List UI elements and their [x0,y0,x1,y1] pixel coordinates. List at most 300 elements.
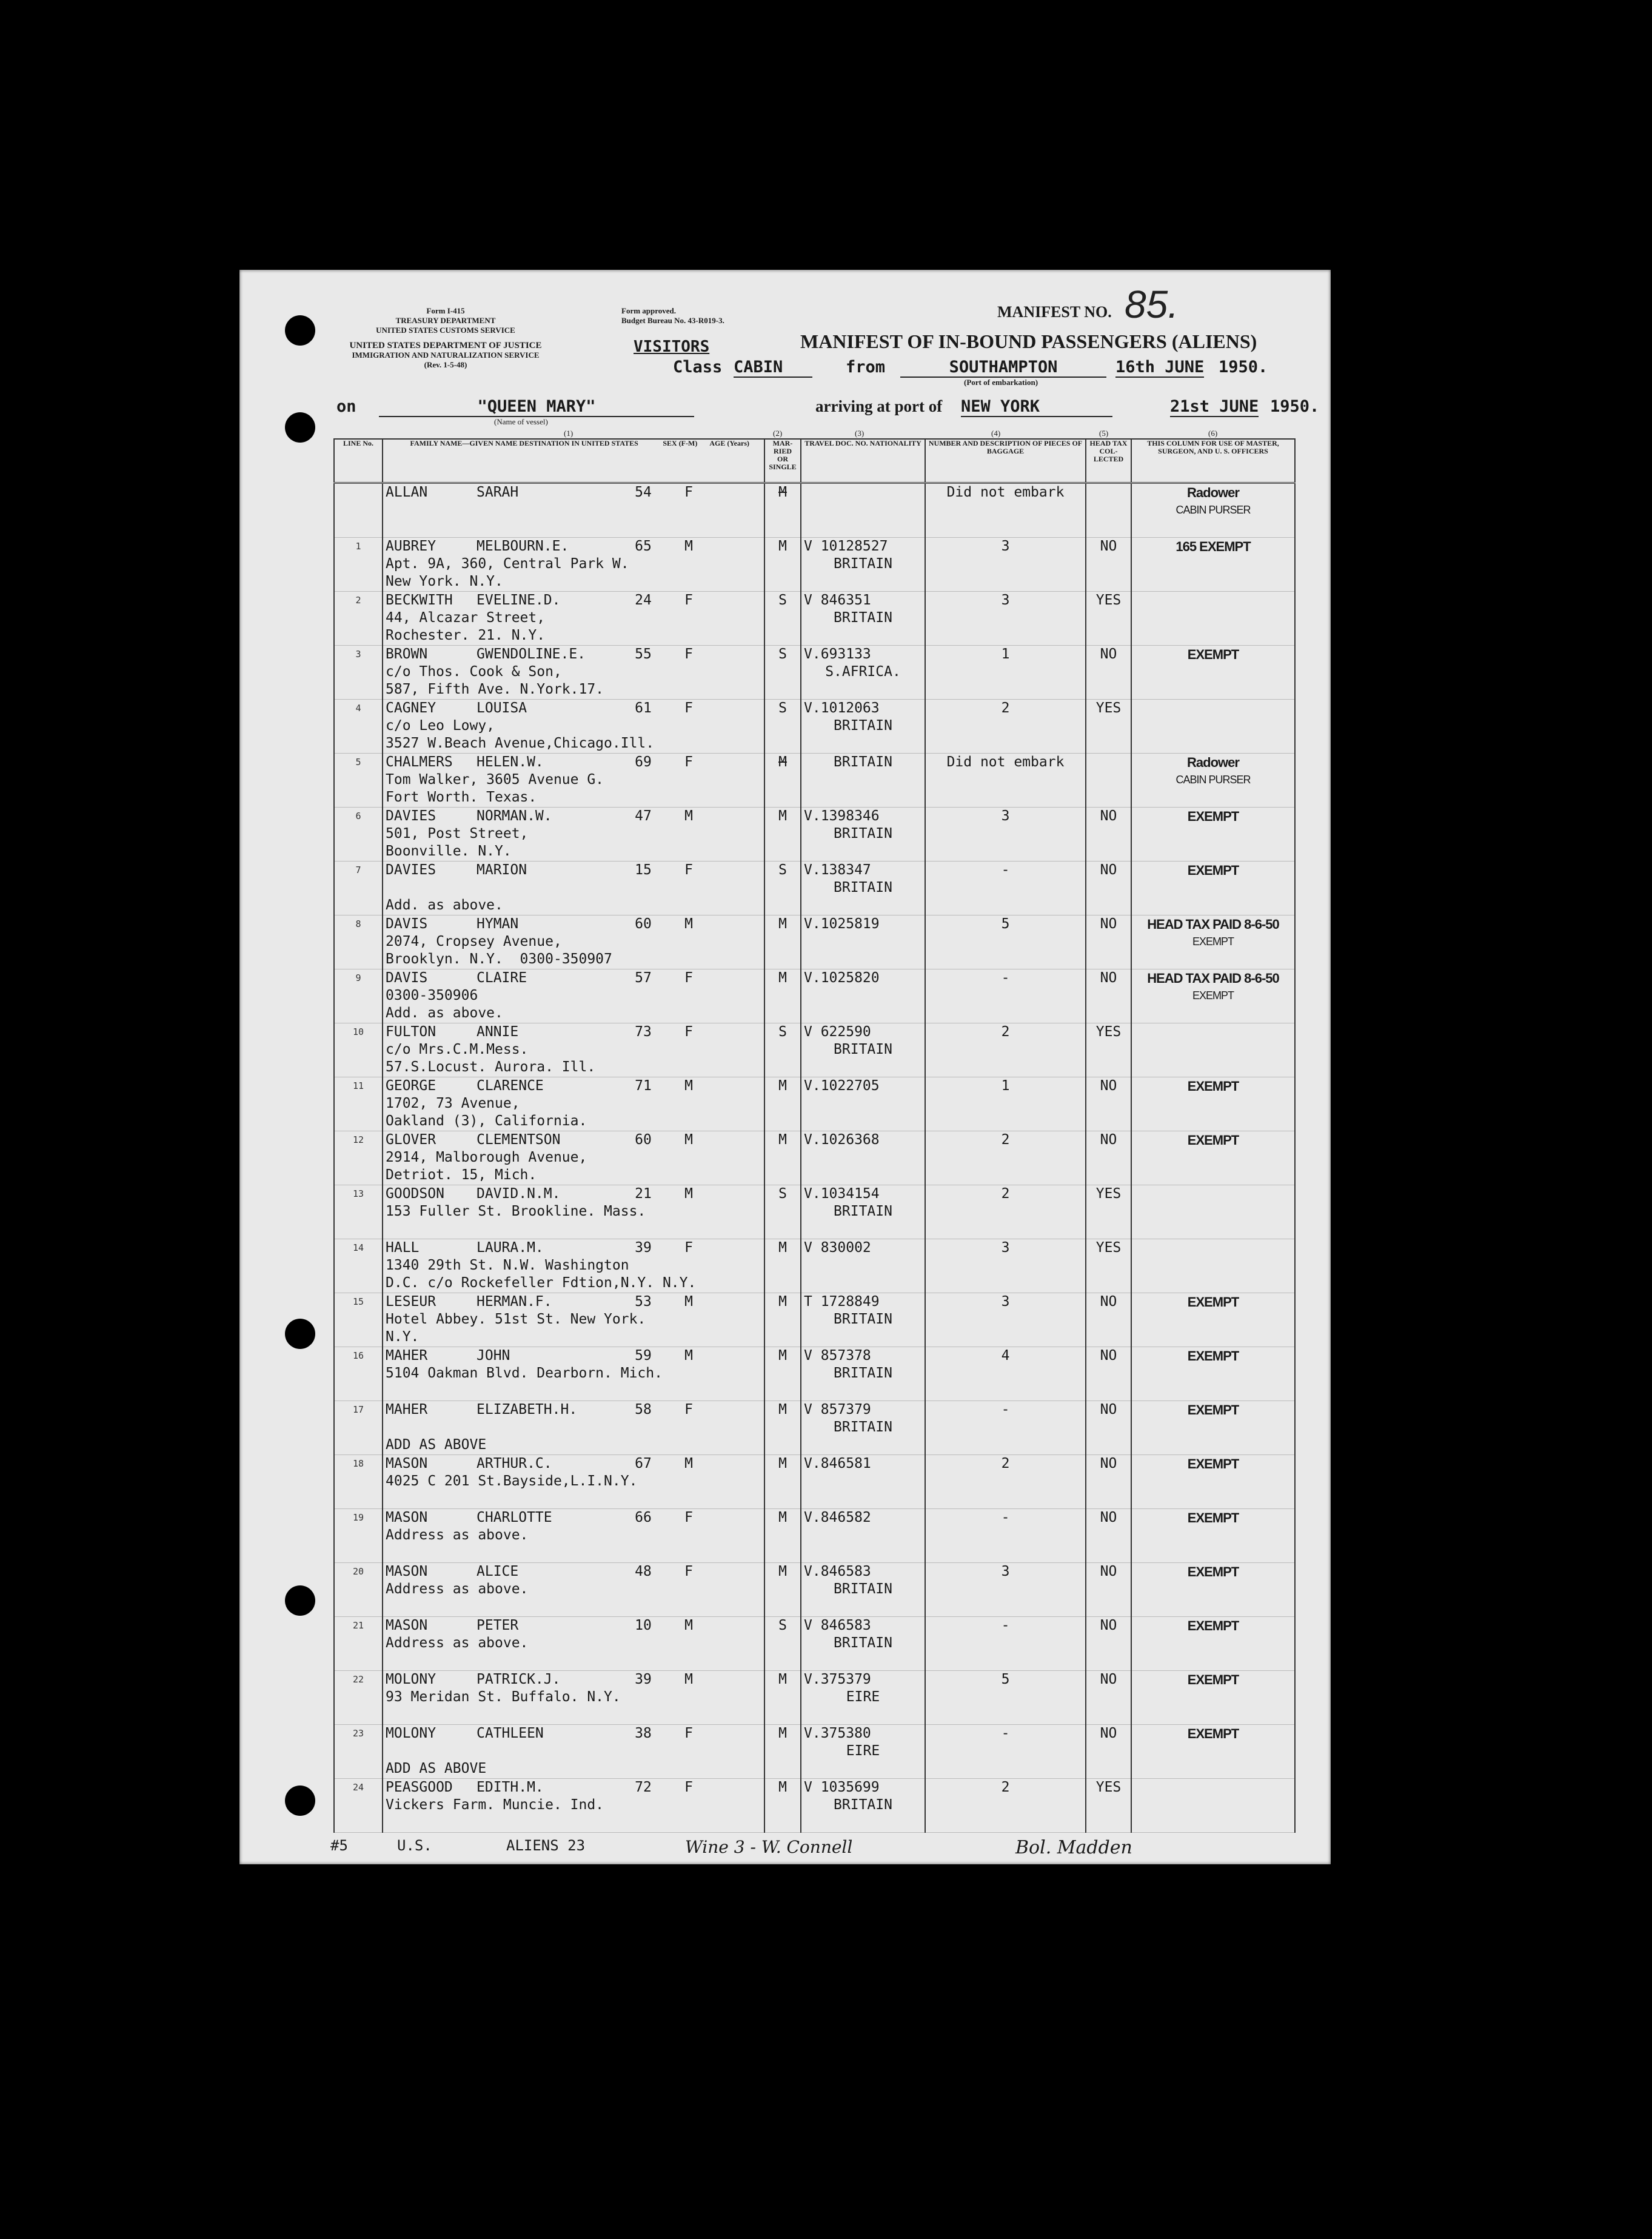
destination-address: 1340 29th St. N.W. Washington D.C. c/o Rockefeller Fdtion,N.Y. N.Y. [386,1257,697,1291]
cell-travel-doc [801,1563,925,1617]
cell-officers [1131,700,1295,754]
column-number: (5) [1099,429,1109,438]
cell-officers [1131,808,1295,862]
nationality: BRITAIN [834,1797,892,1813]
given-name: LOUISA [477,700,527,716]
line-number: 14 [352,1242,364,1253]
cell-travel-doc [801,1293,925,1347]
cell-line [334,862,383,915]
head-tax-status: NO [1100,1402,1117,1417]
officer-stamp: EXEMPT [1187,1672,1239,1687]
marital-status: M [778,1294,787,1310]
cell-head-tax [1086,1239,1131,1293]
manifest-sheet [239,270,1331,1864]
head-tax-status: YES [1095,1240,1122,1256]
sex: F [684,1240,693,1256]
travel-doc-number: V.1022705 [804,1078,880,1094]
table-row [334,538,1295,592]
cell-name [383,1509,764,1563]
marital-status: M [778,1456,787,1471]
table-row [334,1509,1295,1563]
cell-head-tax [1086,808,1131,862]
punch-hole [285,1786,315,1816]
age: 60 [635,916,652,932]
given-name: ELIZABETH.H. [477,1402,578,1417]
family-name: MOLONY [386,1672,436,1687]
arrival-port: NEW YORK [961,397,1112,417]
marital-status: M [778,1779,787,1795]
cell-travel-doc [801,1401,925,1455]
line-number: 10 [352,1026,364,1037]
cell-baggage [925,1401,1086,1455]
cell-travel-doc [801,700,925,754]
officer-stamp: EXEMPT [1187,1726,1239,1741]
sex: M [684,1348,693,1364]
given-name: EDITH.M. [477,1779,544,1795]
class-value: CABIN [734,358,812,378]
cell-baggage [925,538,1086,592]
cell-married [764,592,801,646]
marital-status: M [778,916,787,932]
sex: M [684,1672,693,1687]
family-name: MAHER [386,1348,428,1364]
cell-name [383,1401,764,1455]
family-name: CAGNEY [386,700,436,716]
cell-travel-doc [801,969,925,1023]
nationality: BRITAIN [834,826,892,842]
destination-address: 1702, 73 Avenue, Oakland (3), California. [386,1096,587,1129]
col-header-married: MAR-RIED OR SINGLE [764,439,801,483]
cell-name [383,1725,764,1779]
family-name: GLOVER [386,1132,436,1148]
officer-stamp: HEAD TAX PAID 8-6-50 [1147,917,1279,932]
travel-doc-number: V.846582 [804,1510,871,1525]
cell-officers [1131,915,1295,969]
family-name: MASON [386,1456,428,1471]
head-tax-status: YES [1095,700,1122,716]
travel-doc-number: V.375380 [804,1725,871,1741]
cell-officers [1131,1185,1295,1239]
family-name: MASON [386,1618,428,1633]
travel-doc-number: V.1398346 [804,808,880,824]
cell-officers [1131,1131,1295,1185]
cell-line [334,1563,383,1617]
baggage-count: 5 [1001,916,1010,932]
cell-married [764,1239,801,1293]
cell-travel-doc [801,915,925,969]
cell-baggage [925,1239,1086,1293]
travel-doc-number: V.1026368 [804,1132,880,1148]
destination-address: c/o Leo Lowy, 3527 W.Beach Avenue,Chicago.Ill. [386,718,655,751]
punch-hole [285,412,315,443]
cell-married [764,808,801,862]
marital-status: S [778,1024,787,1040]
baggage-count: 2 [1001,1024,1010,1040]
officer-stamp: 165 EXEMPT [1175,539,1251,554]
line-number: 8 [355,919,361,929]
age: 71 [635,1078,652,1094]
cell-baggage [925,1185,1086,1239]
baggage-count: 2 [1001,700,1010,716]
cell-baggage [925,1563,1086,1617]
destination-address: Address as above. [386,1527,529,1543]
destination-address: 2074, Cropsey Avenue, Brooklyn. N.Y. 0300-350907 [386,934,612,967]
cell-married [764,1455,801,1509]
destination-address: c/o Thos. Cook & Son, 587, Fifth Ave. N.York.17. [386,664,604,697]
nationality: BRITAIN [834,718,892,734]
marital-status: S [778,592,787,608]
head-tax-status: NO [1100,1348,1117,1364]
arrival-date: 21st JUNE [1170,397,1259,416]
vessel-sublabel: (Name of vessel) [494,417,548,426]
cell-line [334,538,383,592]
sex: F [684,970,693,986]
line-number: 6 [355,811,361,822]
travel-doc-number: V 1035699 [804,1779,880,1795]
cell-married [764,1617,801,1671]
destination-address: Apt. 9A, 360, Central Park W. New York. N.Y. [386,556,629,589]
cell-baggage [925,1293,1086,1347]
line-number: 5 [355,757,361,768]
marital-status: M [778,970,787,986]
cell-line [334,1401,383,1455]
nationality: BRITAIN [834,556,892,572]
head-tax-status: NO [1100,646,1117,662]
cell-name [383,1293,764,1347]
destination-address: 4025 C 201 St.Bayside,L.I.N.Y. [386,1473,638,1489]
marital-status: M [778,1510,787,1525]
line-number: 4 [355,703,361,714]
line-number: 3 [355,649,361,660]
officer-stamp-secondary: CABIN PURSER [1175,504,1251,516]
cell-officers [1131,483,1295,538]
cell-line [334,1725,383,1779]
cell-married [764,483,801,538]
age: 48 [635,1564,652,1579]
officer-stamp: EXEMPT [1187,863,1239,878]
cell-baggage [925,1455,1086,1509]
cell-line [334,646,383,700]
cell-officers [1131,1023,1295,1077]
cell-travel-doc [801,1617,925,1671]
cell-name [383,808,764,862]
cell-officers [1131,1347,1295,1401]
approved-label: Form approved. [621,306,677,315]
arrival-year: 1950. [1270,397,1320,416]
destination-address: 93 Meridan St. Buffalo. N.Y. [386,1689,621,1705]
cell-name [383,646,764,700]
page-title: MANIFEST OF IN-BOUND PASSENGERS (ALIENS) [800,330,1257,352]
line-number: 1 [355,541,361,552]
cell-officers [1131,1779,1295,1833]
table-row [334,1077,1295,1131]
destination-address: 44, Alcazar Street, Rochester. 21. N.Y. [386,610,546,643]
cell-officers [1131,754,1295,808]
cell-line [334,483,383,538]
baggage-count: - [1001,1402,1010,1417]
cell-married [764,915,801,969]
cell-travel-doc [801,1347,925,1401]
footer-us-label: U.S. [397,1837,432,1854]
cell-travel-doc [801,1239,925,1293]
baggage-count: 1 [1001,1078,1010,1094]
cell-name [383,1077,764,1131]
head-tax-status: YES [1095,1186,1122,1202]
cell-baggage [925,969,1086,1023]
column-number: (4) [991,429,1001,438]
cell-name [383,754,764,808]
baggage-count: 2 [1001,1186,1010,1202]
baggage-count: - [1001,1618,1010,1633]
age: 67 [635,1456,652,1471]
line-number: 11 [352,1080,364,1091]
baggage-count: 2 [1001,1456,1010,1471]
punch-hole [285,1585,315,1616]
line-number: 21 [352,1620,364,1631]
given-name: MARION [477,862,527,878]
form-id-block [330,306,561,335]
cell-head-tax [1086,1725,1131,1779]
cell-name [383,862,764,915]
table-row [334,915,1295,969]
destination-address: 0300-350906 Add. as above. [386,988,503,1021]
travel-doc-number: V.138347 [804,862,871,878]
cell-head-tax [1086,646,1131,700]
sex: F [684,700,693,716]
cell-baggage [925,754,1086,808]
cell-line [334,1185,383,1239]
cell-married [764,1779,801,1833]
baggage-count: - [1001,1510,1010,1525]
form-number: Form I-415 [426,306,465,315]
age: 15 [635,862,652,878]
cell-line [334,915,383,969]
line-number: 2 [355,595,361,606]
cell-line [334,1131,383,1185]
baggage-count: 1 [1001,646,1010,662]
officer-stamp: EXEMPT [1187,1510,1239,1525]
cell-head-tax [1086,700,1131,754]
cell-married [764,754,801,808]
nationality: EIRE [846,1689,880,1705]
sex: M [684,1132,693,1148]
col-header-line: LINE No. [334,439,383,483]
family-name: DAVIES [386,808,436,824]
given-name: ALICE [477,1564,519,1579]
table-row [334,1293,1295,1347]
head-tax-status: NO [1100,1618,1117,1633]
officer-stamp: EXEMPT [1187,1564,1239,1579]
officer-stamp: HEAD TAX PAID 8-6-50 [1147,971,1279,986]
head-tax-status: NO [1100,1132,1117,1148]
head-tax-status: NO [1100,1456,1117,1471]
age: 57 [635,970,652,986]
officer-stamp: EXEMPT [1187,1294,1239,1310]
cell-officers [1131,538,1295,592]
given-name: PATRICK.J. [477,1672,561,1687]
column-number: (3) [855,429,864,438]
cell-name [383,1671,764,1725]
from-port: SOUTHAMPTON [900,358,1106,378]
baggage-count: 3 [1001,1294,1010,1310]
cell-baggage [925,592,1086,646]
marital-status: M [778,1725,787,1741]
cell-name [383,1239,764,1293]
baggage-count: 3 [1001,808,1010,824]
marital-status: M [778,1240,787,1256]
officer-stamp: Radower [1187,485,1239,500]
cell-line [334,1239,383,1293]
marital-status: S [778,862,787,878]
table-row [334,1725,1295,1779]
travel-doc-number: V 622590 [804,1024,871,1040]
col-header-travel-doc: TRAVEL DOC. NO. NATIONALITY [801,439,925,483]
cell-officers [1131,1563,1295,1617]
destination-address: Tom Walker, 3605 Avenue G. Fort Worth. Texas. [386,772,604,805]
cell-head-tax [1086,1023,1131,1077]
nationality: BRITAIN [834,754,892,770]
age: 10 [635,1618,652,1633]
form-service: UNITED STATES CUSTOMS SERVICE [376,326,515,335]
head-tax-status: NO [1100,1672,1117,1687]
col-header-name-text: FAMILY NAME—GIVEN NAME DESTINATION IN UNITED STATES [410,439,638,447]
officer-stamp: EXEMPT [1187,647,1239,662]
age: 53 [635,1294,652,1310]
officer-stamp: EXEMPT [1187,1618,1239,1633]
head-tax-status: NO [1100,916,1117,932]
marital-status: M [778,1348,787,1364]
cell-travel-doc [801,1455,925,1509]
cell-head-tax [1086,1347,1131,1401]
nationality: S.AFRICA. [825,664,901,680]
cell-married [764,1671,801,1725]
baggage-count: - [1001,862,1010,878]
sex: M [684,1186,693,1202]
family-name: DAVIS [386,916,428,932]
line-number: 12 [352,1134,364,1145]
family-name: HALL [386,1240,420,1256]
cell-head-tax [1086,592,1131,646]
sex: M [684,538,693,554]
sex: F [684,1024,693,1040]
cell-line [334,592,383,646]
family-name: GEORGE [386,1078,436,1094]
column-number: (6) [1208,429,1218,438]
age: 54 [635,484,652,500]
officer-stamp: EXEMPT [1187,1402,1239,1417]
head-tax-status: YES [1095,1779,1122,1795]
travel-doc-number: V 857379 [804,1402,871,1417]
table-row [334,592,1295,646]
cell-travel-doc [801,1725,925,1779]
baggage-count: - [1001,1725,1010,1741]
cell-baggage [925,1347,1086,1401]
sex: M [684,1618,693,1633]
line-number: 22 [352,1674,364,1685]
dept-rev: (Rev. 1-5-48) [424,360,467,369]
vessel-name: "QUEEN MARY" [379,397,694,417]
sex: F [684,1510,693,1525]
cell-name [383,915,764,969]
line-number: 7 [355,865,361,875]
cell-married [764,1509,801,1563]
col-header-head-tax: HEAD TAX COL-LECTED [1086,439,1131,483]
cell-name [383,1563,764,1617]
baggage-count: 3 [1001,592,1010,608]
marital-status: M [778,808,787,824]
cell-married [764,1401,801,1455]
cell-travel-doc [801,1023,925,1077]
cell-line [334,1347,383,1401]
cell-baggage [925,646,1086,700]
head-tax-status: NO [1100,1510,1117,1525]
manifest-no-value: 85. [1125,283,1179,326]
given-name: HYMAN [477,916,519,932]
baggage-count: 3 [1001,1240,1010,1256]
cell-head-tax [1086,1509,1131,1563]
sex: M [684,1078,693,1094]
cell-married [764,1347,801,1401]
cell-travel-doc [801,1185,925,1239]
sex: F [684,862,693,878]
punch-hole [285,1319,315,1349]
table-row [334,483,1295,538]
head-tax-status: YES [1095,1024,1122,1040]
family-name: MASON [386,1564,428,1579]
marital-status: M [778,1132,787,1148]
age: 65 [635,538,652,554]
baggage-count: 4 [1001,1348,1010,1364]
officer-stamp: EXEMPT [1187,809,1239,824]
given-name: CATHLEEN [477,1725,544,1741]
baggage-count: 5 [1001,1672,1010,1687]
col-header-name [383,439,764,483]
age: 24 [635,592,652,608]
cell-line [334,1455,383,1509]
destination-address: 153 Fuller St. Brookline. Mass. [386,1203,646,1219]
destination-address: 2914, Malborough Avenue, Detriot. 15, Mich. [386,1150,587,1183]
family-name: ALLAN [386,484,428,500]
destination-address: ADD AS ABOVE [386,1761,487,1776]
baggage-count: 2 [1001,1779,1010,1795]
cell-baggage [925,1131,1086,1185]
budget-bureau: Budget Bureau No. 43-R019-3. [621,316,724,325]
table-row [334,646,1295,700]
nationality: BRITAIN [834,1203,892,1219]
given-name: JOHN [477,1348,510,1364]
given-name: SARAH [477,484,519,500]
cell-officers [1131,969,1295,1023]
sex: F [684,754,693,770]
dept-service: IMMIGRATION AND NATURALIZATION SERVICE [352,350,540,360]
given-name: ANNIE [477,1024,519,1040]
family-name: FULTON [386,1024,436,1040]
cell-travel-doc [801,1671,925,1725]
given-name: LAURA.M. [477,1240,544,1256]
cell-baggage [925,1617,1086,1671]
given-name: CHARLOTTE [477,1510,552,1525]
age: 38 [635,1725,652,1741]
marital-status: M [778,484,787,500]
cell-head-tax [1086,1563,1131,1617]
sex: M [684,1294,693,1310]
officer-stamp-secondary: EXEMPT [1192,989,1234,1002]
head-tax-status: YES [1095,592,1122,608]
nationality: BRITAIN [834,1042,892,1057]
cell-name [383,969,764,1023]
depart-year: 1950. [1219,358,1268,377]
cell-officers [1131,1077,1295,1131]
